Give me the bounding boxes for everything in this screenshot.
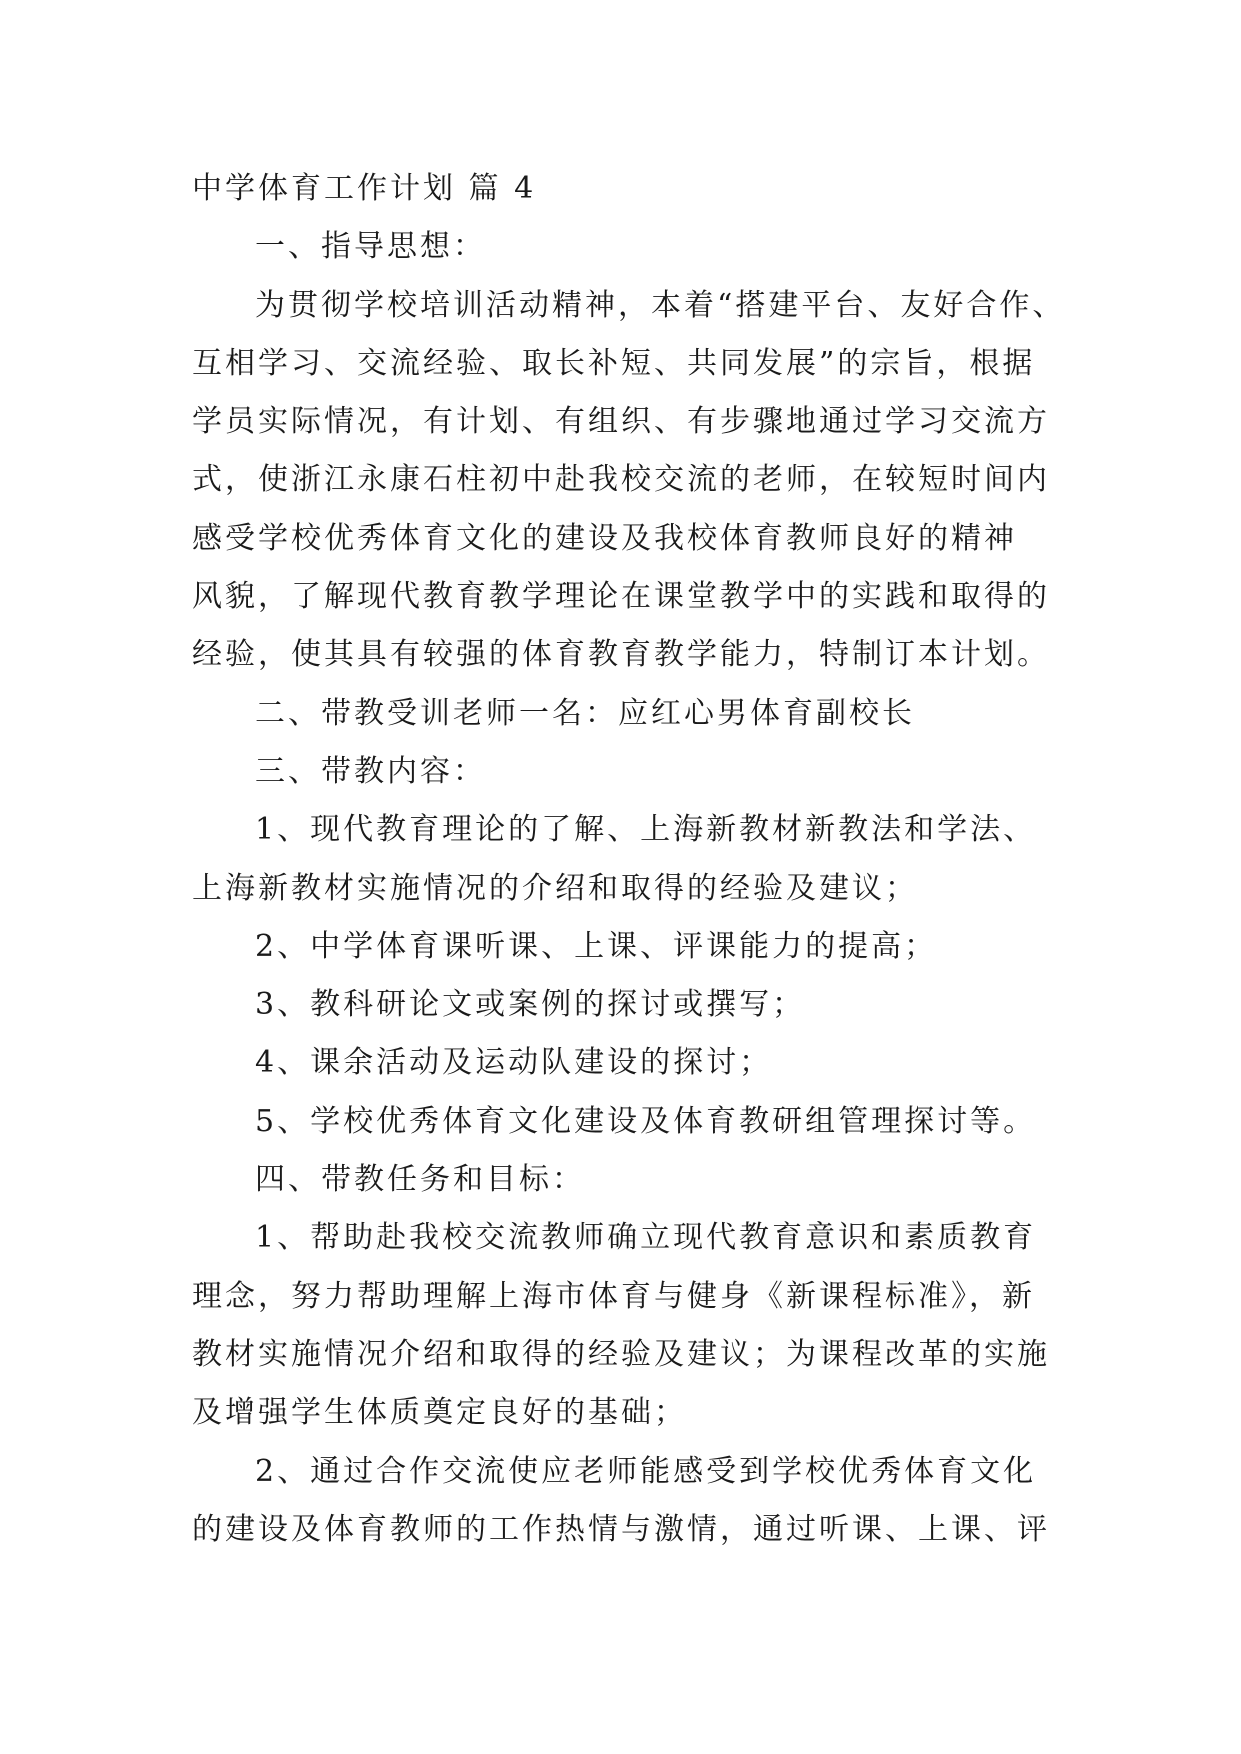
list-item-continuation: 上海新教材实施情况的介绍和取得的经验及建议； [192,870,918,906]
paragraph-line: 经验，使其具有较强的体育教育教学能力，特制订本计划。 [192,637,1050,673]
paragraph-line: 感受学校优秀体育文化的建设及我校体育教师良好的精神 [192,520,1017,556]
section-heading: 三、带教内容： [255,753,486,789]
list-item: 3、教科研论文或案例的探讨或撰写； [255,987,806,1023]
list-item-continuation: 的建设及体育教师的工作热情与激情，通过听课、上课、评 [192,1511,1050,1547]
section-heading: 四、带教任务和目标： [255,1162,585,1198]
list-item: 5、学校优秀体育文化建设及体育教研组管理探讨等。 [255,1103,1037,1139]
list-item: 1、现代教育理论的了解、上海新教材新教法和学法、 [255,812,1037,848]
paragraph-line: 互相学习、交流经验、取长补短、共同发展”的宗旨，根据 [192,345,1036,381]
list-item-continuation: 及增强学生体质奠定良好的基础； [192,1395,687,1431]
section-heading: 一、指导思想： [255,229,486,265]
list-item: 1、帮助赴我校交流教师确立现代教育意识和素质教育 [255,1220,1037,1256]
list-item-continuation: 理念，努力帮助理解上海市体育与健身《新课程标准》，新 [192,1278,1035,1314]
list-item: 4、课余活动及运动队建设的探讨； [255,1045,773,1081]
paragraph-line: 学员实际情况，有计划、有组织、有步骤地通过学习交流方 [192,404,1050,440]
section-heading: 二、带教受训老师一名：应红心男体育副校长 [255,695,915,731]
paragraph-line: 为贯彻学校培训活动精神，本着“搭建平台、友好合作、 [255,287,1066,323]
paragraph-line: 风貌，了解现代教育教学理论在课堂教学中的实践和取得的 [192,579,1050,615]
document-body [192,160,1072,1559]
document-title: 中学体育工作计划 篇 4 [192,171,537,206]
paragraph-line: 式，使浙江永康石柱初中赴我校交流的老师，在较短时间内 [192,462,1050,498]
list-item: 2、通过合作交流使应老师能感受到学校优秀体育文化 [255,1453,1037,1489]
list-item: 2、中学体育课听课、上课、评课能力的提高； [255,928,938,964]
list-item-continuation: 教材实施情况介绍和取得的经验及建议；为课程改革的实施 [192,1336,1050,1372]
